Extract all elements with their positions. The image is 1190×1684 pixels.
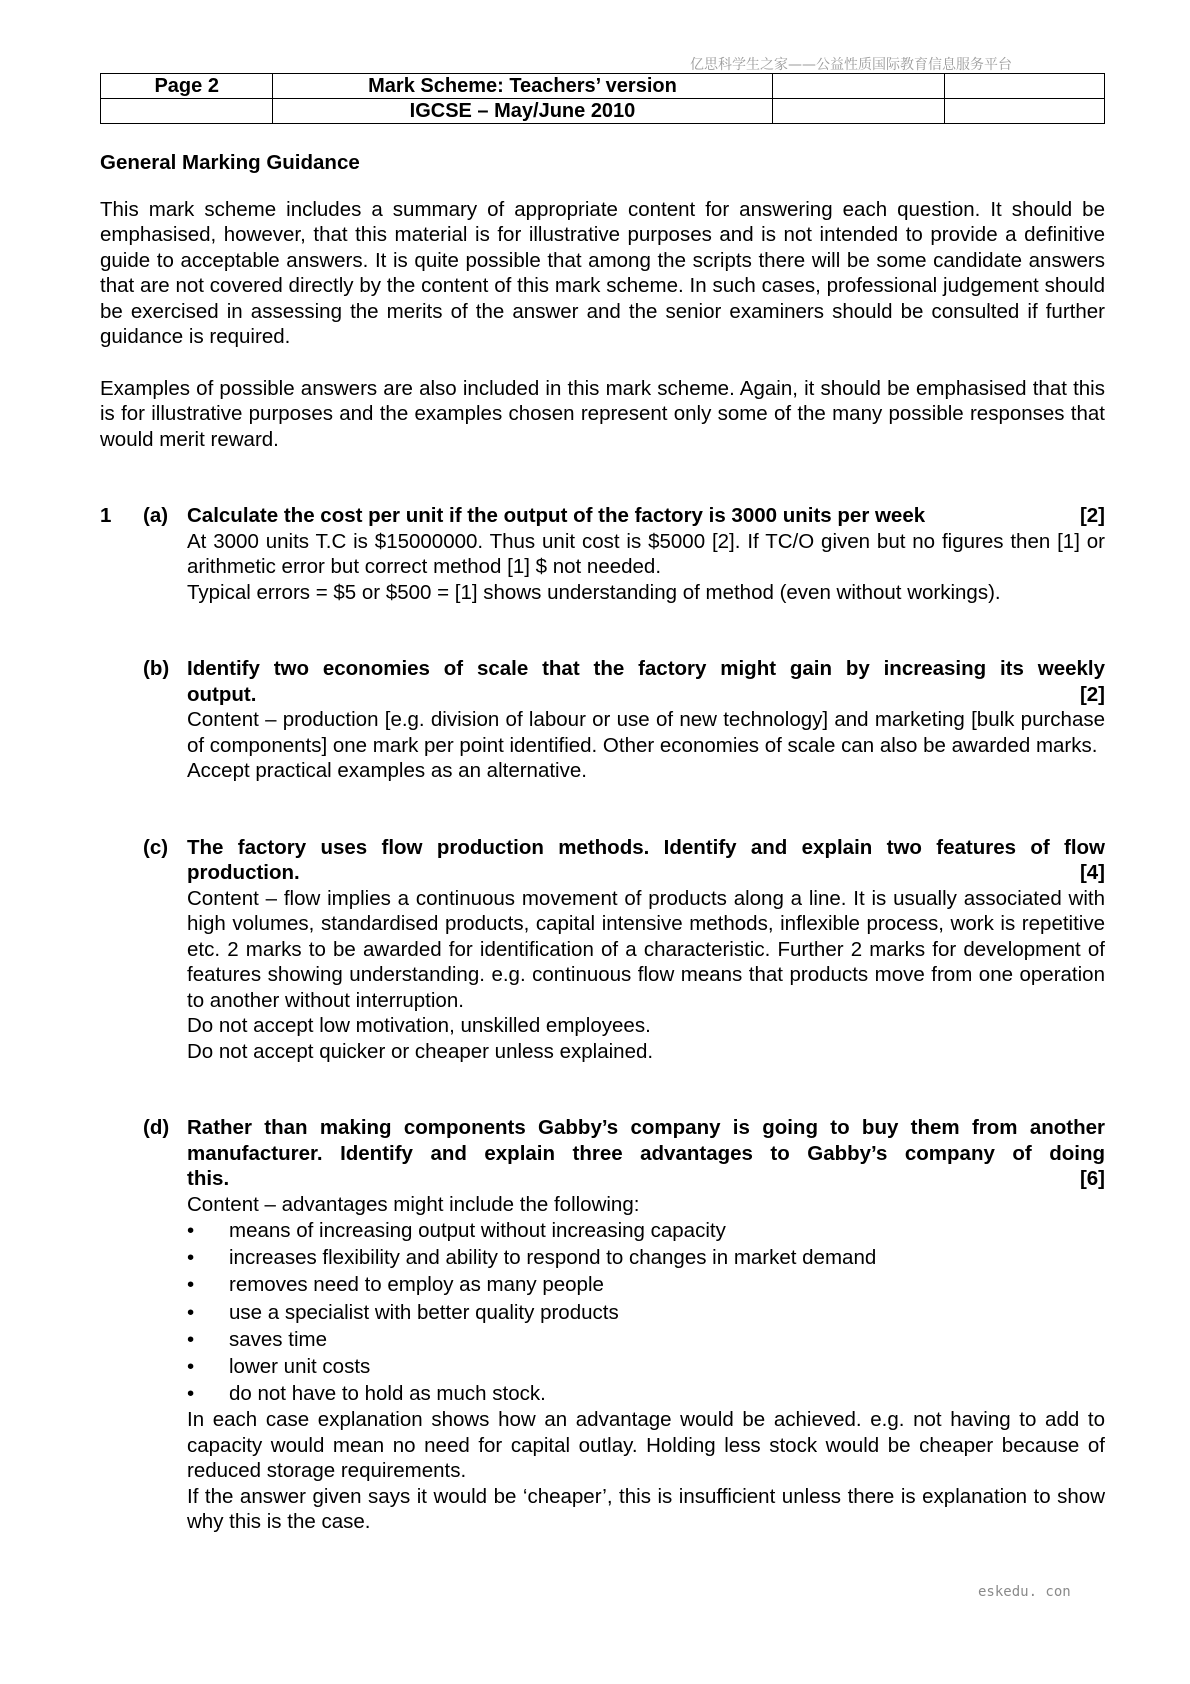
answer-content: Do not accept low motivation, unskilled employees.: [187, 1014, 651, 1037]
page-header-table: [100, 73, 1105, 124]
list-item: • do not have to hold as much stock.: [187, 1382, 546, 1406]
guidance-heading: General Marking Guidance: [100, 151, 360, 174]
header-empty-cell: [772, 74, 944, 99]
question-1d: [100, 1115, 1105, 1535]
page-number: Page 2: [101, 74, 273, 99]
question-title: Identify two economies of scale that the factory might gain by increasing its weekly: [187, 657, 1105, 680]
answer-content: Do not accept quicker or cheaper unless explained.: [187, 1039, 654, 1063]
answer-content: At 3000 units T.C is $15000000. Thus unit cost is $5000 [2]. If TC/O given but no figures then [1] or arithmetic error but correct method [1] $ not needed.: [187, 529, 1105, 578]
answer-content: Accept practical examples as an alternative.: [187, 759, 587, 782]
list-item: • lower unit costs: [187, 1355, 371, 1379]
question-1a: [100, 503, 1105, 605]
guidance-paragraph: Examples of possible answers are also included in this mark scheme. Again, it should be emphasised that this is for illustrative purposes and the examples chosen represent only some of the many possible responses that would merit reward.: [100, 376, 1105, 451]
exam-session: IGCSE – May/June 2010: [273, 99, 772, 124]
question-1b: [100, 656, 1105, 784]
question-title: Rather than making components Gabby’s company is going to buy them from another: [187, 1116, 1105, 1139]
list-item: • removes need to employ as many people: [187, 1273, 604, 1297]
question-part-label: (b): [143, 657, 170, 680]
marks-badge: [2]: [1079, 682, 1105, 706]
question-number: 1: [100, 504, 112, 527]
list-item: • means of increasing output without increasing capacity: [187, 1219, 726, 1242]
question-title-text: output.: [187, 682, 257, 706]
list-item: • use a specialist with better quality products: [187, 1300, 619, 1324]
list-item: • increases flexibility and ability to respond to changes in market demand: [187, 1246, 877, 1270]
marks-badge: [2]: [1079, 504, 1105, 527]
question-title: [187, 682, 1105, 708]
header-empty-cell: [944, 74, 1104, 99]
question-part-label: (d): [143, 1116, 170, 1139]
question-title-text: Calculate the cost per unit if the output of the factory is 3000 units per week: [187, 504, 926, 527]
answer-content: If the answer given says it would be ‘cheaper’, this is insufficient unless there is explanation to show why this is the case.: [187, 1484, 1105, 1534]
question-title: manufacturer. Identify and explain three advantages to Gabby’s company of doing: [187, 1141, 1105, 1165]
question-title: The factory uses flow production methods. Identify and explain two features of flow: [187, 835, 1105, 859]
question-title: [187, 860, 1105, 886]
question-title-text: this.: [187, 1167, 230, 1190]
list-item: • saves time: [187, 1327, 327, 1351]
question-1c: [100, 835, 1105, 1065]
question-title-text: production.: [187, 861, 300, 884]
document-title: Mark Scheme: Teachers’ version: [273, 74, 772, 99]
answer-content: Typical errors = $5 or $500 = [1] shows understanding of method (even without workings).: [187, 580, 1001, 604]
marks-badge: [4]: [1079, 861, 1105, 884]
answer-content: In each case explanation shows how an advantage would be achieved. e.g. not having to add to capacity would mean no need for capital outlay. Holding less stock would be cheaper because of reduced storage requirements.: [187, 1408, 1105, 1483]
watermark-bottom: eskedu. con: [978, 1584, 1071, 1600]
question-title: [187, 503, 1105, 529]
header-empty-cell: [772, 99, 944, 124]
page-content: [100, 150, 1105, 1535]
question-title: [187, 1166, 1105, 1192]
advantages-list: [187, 1217, 1105, 1407]
answer-content: Content – flow implies a continuous movement of products along a line. It is usually associated with high volumes, standardised products, capital intensive methods, inflexible process, work is repetitive etc. 2 marks to be awarded for identification of a characteristic. Further 2 marks for development of features showing understanding. e.g. continuous flow means that products move from one operation to another without interruption.: [187, 886, 1105, 1012]
answer-content: Content – advantages might include the following:: [187, 1192, 640, 1216]
answer-content: Content – production [e.g. division of labour or use of new technology] and marketing [bulk purchase of components] one mark per point identified. Other economies of scale can also be awarded marks.: [187, 708, 1105, 757]
header-empty-cell: [944, 99, 1104, 124]
question-part-label: (a): [143, 504, 169, 527]
guidance-paragraph: This mark scheme includes a summary of appropriate content for answering each question. It should be emphasised, however, that this material is for illustrative purposes and is not intended to provide a definitive guide to acceptable answers. It is quite possible that among the scripts there will be some candidate answers that are not covered directly by the content of this mark scheme. In such cases, professional judgement should be exercised in assessing the merits of the answer and the senior examiners should be consulted if further guidance is required.: [100, 197, 1105, 348]
watermark-top: 亿思科学生之家——公益性质国际教育信息服务平台: [690, 57, 1012, 73]
marks-badge: [6]: [1079, 1167, 1105, 1190]
header-empty-cell: [101, 99, 273, 124]
question-part-label: (c): [143, 835, 169, 859]
